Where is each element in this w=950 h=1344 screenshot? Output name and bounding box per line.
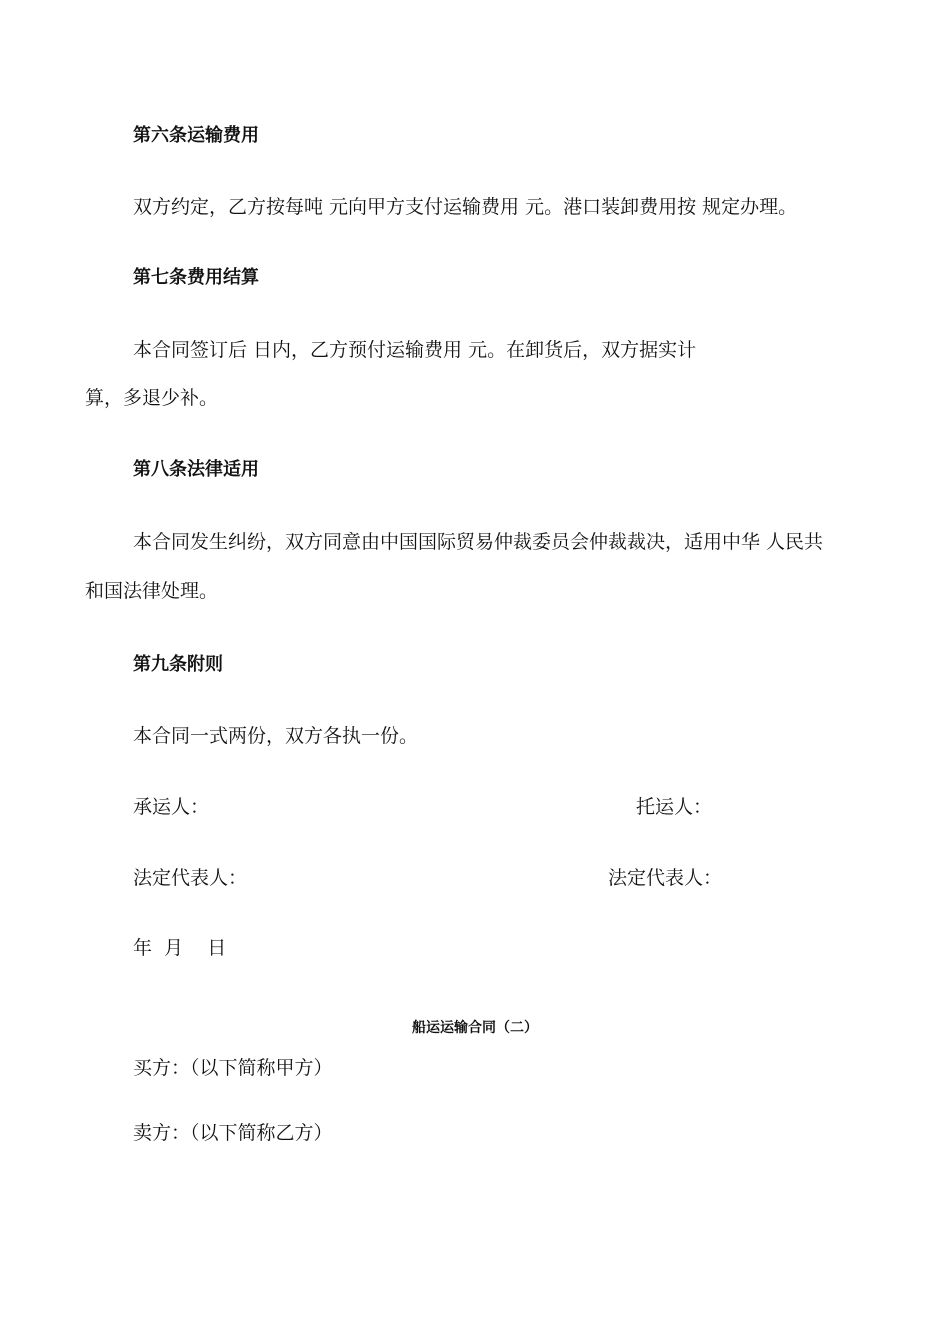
article-9-heading: 第九条附则 [133,654,223,675]
article-7-body-line1: 本合同签订后 日内，乙方预付运输费用 元。在卸货后，双方据实计 [133,339,697,361]
carrier-label: 承运人： [133,796,210,818]
seller-line: 卖方：（以下简称乙方） [133,1122,333,1144]
article-8-body-line1: 本合同发生纠纷，双方同意由中国国际贸易仲裁委员会仲裁裁决，适用中华 人民共 [133,531,824,553]
legal-rep-left-label: 法定代表人： [133,867,248,889]
article-6-heading: 第六条运输费用 [133,125,259,146]
article-8-heading: 第八条法律适用 [133,459,259,480]
date-line: 年 月 日 [133,937,227,959]
article-9-body: 本合同一式两份，双方各执一份。 [133,725,419,747]
contract-2-title: 船运运输合同（二） [412,1020,538,1036]
article-6-body: 双方约定，乙方按每吨 元向甲方支付运输费用 元。港口装卸费用按 规定办理。 [133,196,798,218]
article-7-heading: 第七条费用结算 [133,267,259,288]
legal-rep-right-label: 法定代表人： [608,867,723,889]
buyer-line: 买方：（以下简称甲方） [133,1057,333,1079]
article-7-body-line2: 算，多退少补。 [85,387,219,409]
article-8-body-line2: 和国法律处理。 [85,580,219,602]
shipper-label: 托运人： [636,796,713,818]
